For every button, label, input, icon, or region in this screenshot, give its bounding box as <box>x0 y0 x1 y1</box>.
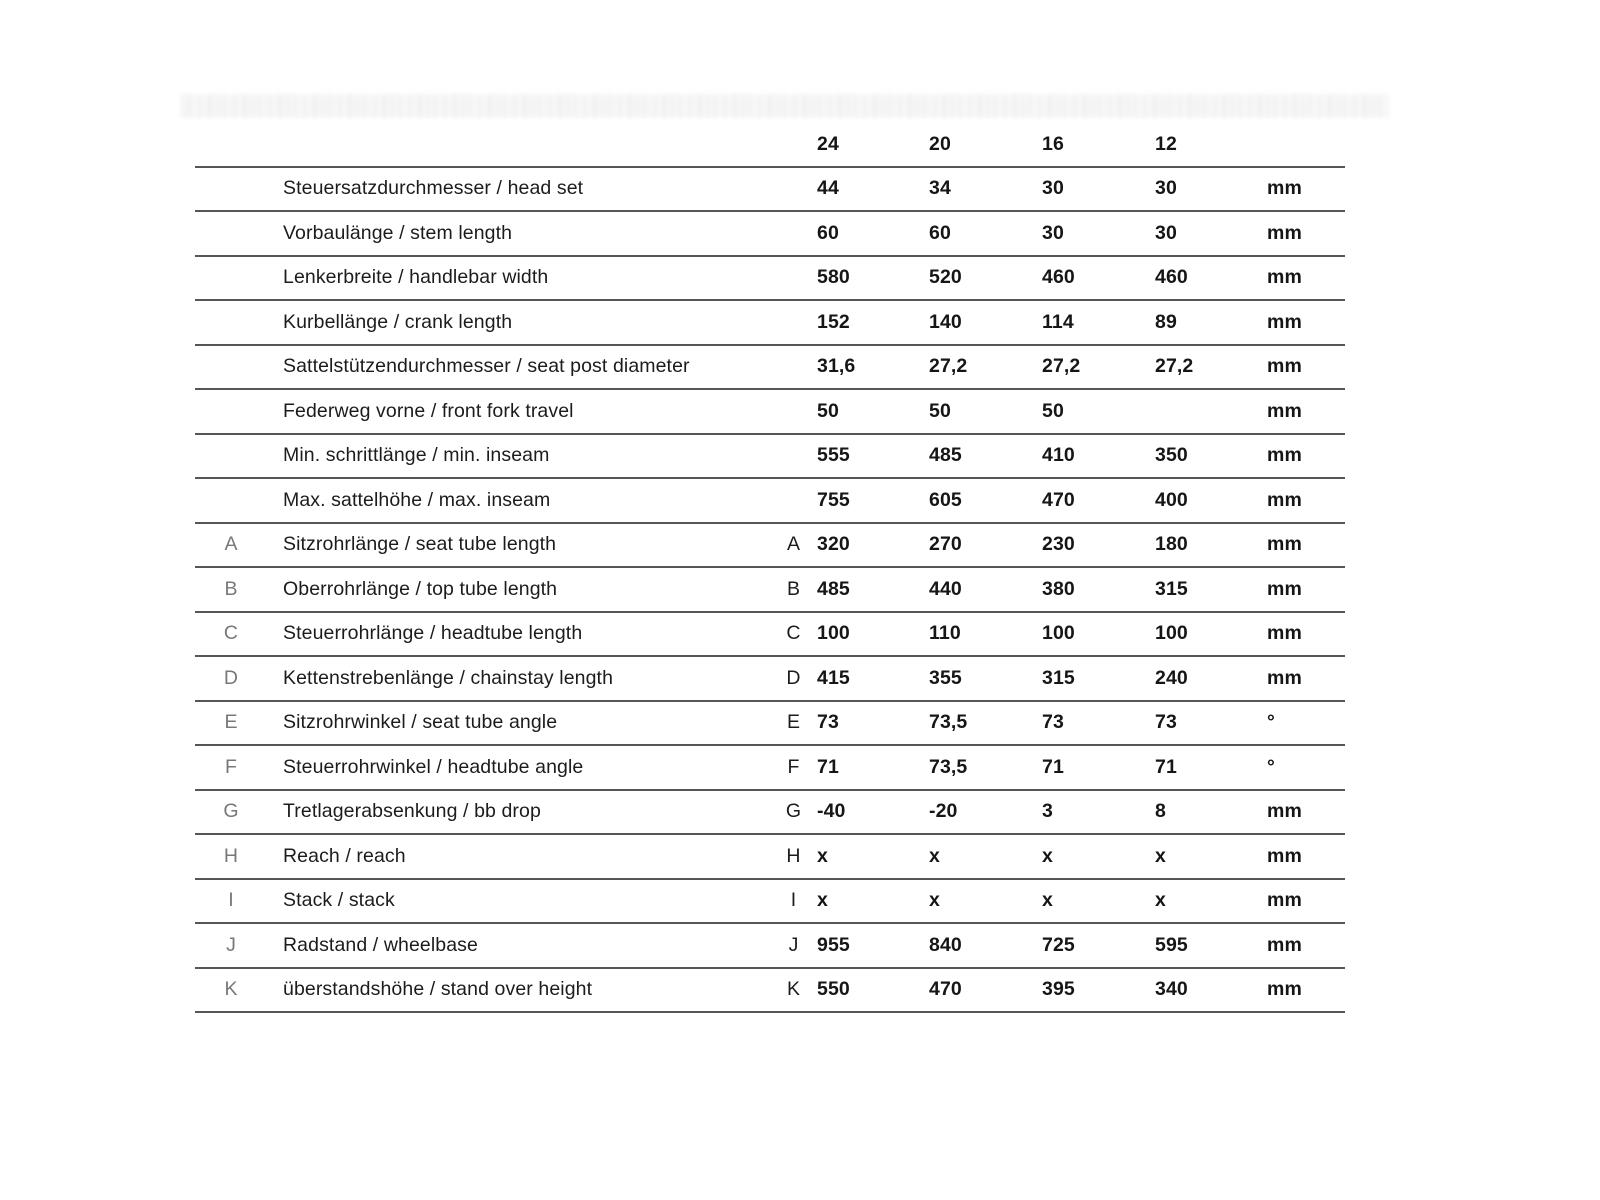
value-size-20: 73,5 <box>929 755 968 778</box>
spec-label: Lenkerbreite / handlebar width <box>283 266 549 289</box>
value-size-12: 350 <box>1155 444 1188 467</box>
table-row <box>195 168 1345 213</box>
value-size-12: 27,2 <box>1155 355 1194 378</box>
table-row <box>195 479 1345 524</box>
table-row <box>195 924 1345 969</box>
table-row <box>195 212 1345 257</box>
spec-label: überstandshöhe / stand over height <box>283 978 593 1001</box>
value-size-24: 100 <box>817 622 850 645</box>
table-row <box>195 524 1345 569</box>
table-row <box>195 969 1345 1014</box>
value-size-12: 595 <box>1155 933 1188 956</box>
spec-label: Steuersatzdurchmesser / head set <box>283 177 584 200</box>
value-size-20: 520 <box>929 266 962 289</box>
unit-label: mm <box>1267 177 1302 200</box>
table-row <box>195 746 1345 791</box>
dimension-letter: J <box>226 933 236 956</box>
value-size-12: 180 <box>1155 533 1188 556</box>
size-column-header-16: 16 <box>1042 132 1064 155</box>
dimension-letter-repeat: D <box>786 666 801 689</box>
table-body <box>195 168 1345 1014</box>
value-size-20: 34 <box>929 177 951 200</box>
value-size-16: 460 <box>1042 266 1075 289</box>
table-row <box>195 346 1345 391</box>
value-size-24: 755 <box>817 488 850 511</box>
table-row <box>195 257 1345 302</box>
spec-label: Sitzrohrwinkel / seat tube angle <box>283 711 558 734</box>
value-size-20: 27,2 <box>929 355 968 378</box>
size-header-row <box>195 123 1345 168</box>
value-size-24: 955 <box>817 933 850 956</box>
table-row <box>195 301 1345 346</box>
table-row <box>195 390 1345 435</box>
value-size-20: 110 <box>929 622 961 645</box>
value-size-20: x <box>929 889 940 912</box>
dimension-letter-repeat: F <box>787 755 800 778</box>
geometry-table <box>195 123 1345 1013</box>
value-size-16: 315 <box>1042 666 1075 689</box>
spec-label: Federweg vorne / front fork travel <box>283 399 574 422</box>
unit-label: mm <box>1267 889 1302 912</box>
table-row <box>195 568 1345 613</box>
dimension-letter: F <box>224 755 237 778</box>
value-size-20: 485 <box>929 444 962 467</box>
unit-label: mm <box>1267 800 1302 823</box>
value-size-12: 240 <box>1155 666 1188 689</box>
unit-label: mm <box>1267 488 1302 511</box>
value-size-20: 605 <box>929 488 962 511</box>
dimension-letter-repeat: J <box>788 933 799 956</box>
value-size-20: x <box>929 844 940 867</box>
value-size-16: 71 <box>1042 755 1064 778</box>
value-size-16: 410 <box>1042 444 1075 467</box>
unit-label: mm <box>1267 844 1302 867</box>
size-column-header-24: 24 <box>817 132 839 155</box>
size-column-header-20: 20 <box>929 132 951 155</box>
dimension-letter: K <box>224 978 238 1001</box>
dimension-letter: D <box>223 666 239 689</box>
value-size-16: 470 <box>1042 488 1075 511</box>
dimension-letter-repeat: H <box>786 844 801 867</box>
spec-label: Radstand / wheelbase <box>283 933 478 956</box>
spec-label: Sattelstützendurchmesser / seat post diameter <box>283 355 690 378</box>
unit-label: mm <box>1267 399 1302 422</box>
value-size-16: 395 <box>1042 978 1075 1001</box>
value-size-24: 485 <box>817 577 850 600</box>
value-size-24: 580 <box>817 266 850 289</box>
dimension-letter-repeat: K <box>786 978 801 1001</box>
value-size-16: 114 <box>1042 310 1074 333</box>
value-size-20: 440 <box>929 577 962 600</box>
table-row <box>195 791 1345 836</box>
value-size-16: 50 <box>1042 399 1064 422</box>
dimension-letter: H <box>223 844 239 867</box>
value-size-20: 840 <box>929 933 962 956</box>
value-size-12: x <box>1155 844 1166 867</box>
dimension-letter: A <box>224 533 238 556</box>
dimension-letter: G <box>223 800 239 823</box>
value-size-12: 30 <box>1155 177 1177 200</box>
dimension-letter-repeat: E <box>786 711 801 734</box>
value-size-24: 50 <box>817 399 839 422</box>
blurred-text-band <box>181 94 1389 118</box>
unit-label: mm <box>1267 622 1302 645</box>
value-size-24: 71 <box>817 755 839 778</box>
value-size-12: 73 <box>1155 711 1177 734</box>
unit-label: mm <box>1267 978 1302 1001</box>
value-size-20: 355 <box>929 666 962 689</box>
value-size-12: 460 <box>1155 266 1188 289</box>
table-row <box>195 880 1345 925</box>
value-size-16: 380 <box>1042 577 1075 600</box>
value-size-12: 100 <box>1155 622 1188 645</box>
unit-label: mm <box>1267 933 1302 956</box>
unit-label: mm <box>1267 533 1302 556</box>
value-size-24: 550 <box>817 978 850 1001</box>
value-size-16: 230 <box>1042 533 1075 556</box>
spec-label: Tretlagerabsenkung / bb drop <box>283 800 541 823</box>
value-size-24: 31,6 <box>817 355 856 378</box>
table-row <box>195 702 1345 747</box>
spec-label: Reach / reach <box>283 844 406 867</box>
value-size-16: 30 <box>1042 221 1064 244</box>
table-row <box>195 835 1345 880</box>
table-row <box>195 657 1345 702</box>
dimension-letter-repeat: B <box>786 577 801 600</box>
dimension-letter: I <box>228 889 234 912</box>
value-size-12: 315 <box>1155 577 1188 600</box>
value-size-24: -40 <box>817 800 846 823</box>
dimension-letter-repeat: A <box>786 533 801 556</box>
value-size-24: x <box>817 889 828 912</box>
value-size-16: 725 <box>1042 933 1075 956</box>
unit-label: mm <box>1267 221 1302 244</box>
value-size-16: 3 <box>1042 800 1053 823</box>
value-size-24: 415 <box>817 666 850 689</box>
value-size-24: 320 <box>817 533 850 556</box>
unit-label: mm <box>1267 355 1302 378</box>
value-size-20: 73,5 <box>929 711 968 734</box>
unit-label: mm <box>1267 266 1302 289</box>
unit-label: ° <box>1267 755 1275 778</box>
value-size-24: 44 <box>817 177 839 200</box>
value-size-12: 8 <box>1155 800 1166 823</box>
value-size-12: 89 <box>1155 310 1177 333</box>
value-size-20: 470 <box>929 978 962 1001</box>
dimension-letter: B <box>224 577 238 600</box>
spec-label: Min. schrittlänge / min. inseam <box>283 444 550 467</box>
spec-label: Vorbaulänge / stem length <box>283 221 513 244</box>
value-size-24: 60 <box>817 221 839 244</box>
spec-label: Steuerrohrwinkel / headtube angle <box>283 755 584 778</box>
dimension-letter: C <box>223 622 239 645</box>
value-size-16: 100 <box>1042 622 1075 645</box>
unit-label: mm <box>1267 310 1302 333</box>
dimension-letter-repeat: G <box>785 800 802 823</box>
dimension-letter-repeat: C <box>786 622 801 645</box>
value-size-24: 555 <box>817 444 850 467</box>
value-size-20: 270 <box>929 533 962 556</box>
unit-label: mm <box>1267 666 1302 689</box>
dimension-letter: E <box>224 711 238 734</box>
value-size-20: 50 <box>929 399 951 422</box>
value-size-24: 152 <box>817 310 850 333</box>
dimension-letter-repeat: I <box>790 889 797 912</box>
value-size-24: x <box>817 844 828 867</box>
unit-label: mm <box>1267 444 1302 467</box>
value-size-12: 400 <box>1155 488 1188 511</box>
spec-label: Max. sattelhöhe / max. inseam <box>283 488 551 511</box>
spec-label: Oberrohrlänge / top tube length <box>283 577 558 600</box>
value-size-16: x <box>1042 889 1053 912</box>
value-size-20: 60 <box>929 221 951 244</box>
value-size-12: x <box>1155 889 1166 912</box>
unit-label: mm <box>1267 577 1302 600</box>
unit-label: ° <box>1267 711 1275 734</box>
value-size-12: 340 <box>1155 978 1188 1001</box>
value-size-16: 30 <box>1042 177 1064 200</box>
value-size-16: x <box>1042 844 1053 867</box>
value-size-20: -20 <box>929 800 958 823</box>
spec-label: Steuerrohrlänge / headtube length <box>283 622 583 645</box>
spec-label: Sitzrohrlänge / seat tube length <box>283 533 557 556</box>
size-column-header-12: 12 <box>1155 132 1177 155</box>
spec-label: Kettenstrebenlänge / chainstay length <box>283 666 614 689</box>
spec-label: Stack / stack <box>283 889 395 912</box>
value-size-16: 73 <box>1042 711 1064 734</box>
value-size-12: 30 <box>1155 221 1177 244</box>
value-size-24: 73 <box>817 711 839 734</box>
value-size-16: 27,2 <box>1042 355 1081 378</box>
value-size-12: 71 <box>1155 755 1177 778</box>
spec-label: Kurbellänge / crank length <box>283 310 513 333</box>
value-size-20: 140 <box>929 310 962 333</box>
table-row <box>195 613 1345 658</box>
table-row <box>195 435 1345 480</box>
